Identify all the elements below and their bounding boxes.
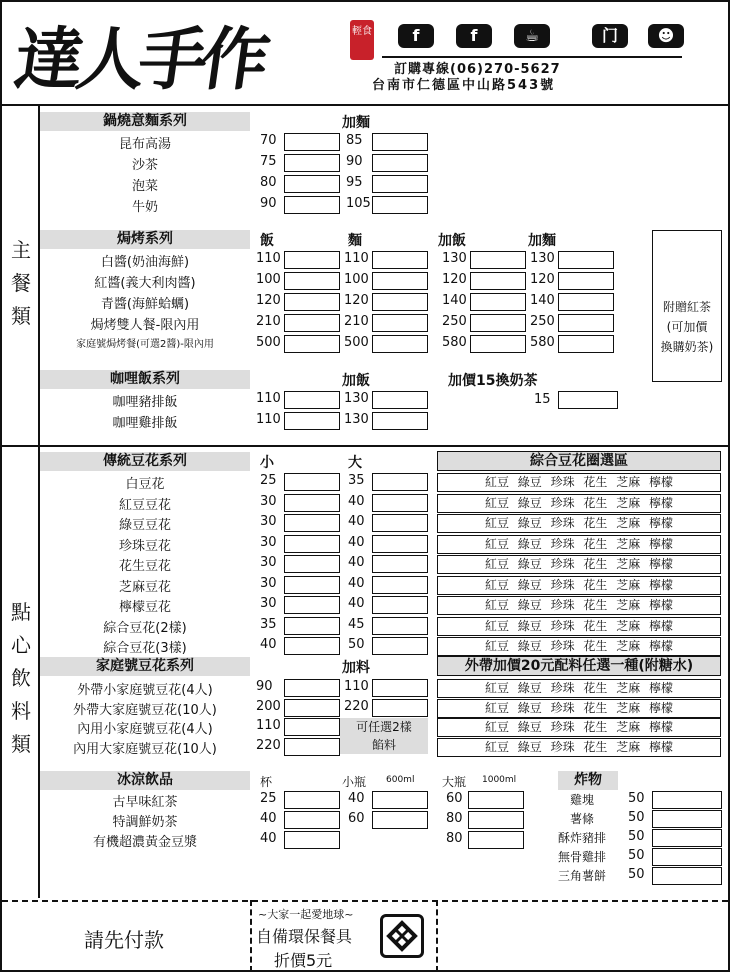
baked-item-name: 紅醬(義大利肉醬) bbox=[94, 276, 196, 291]
note-line: (可加價 bbox=[666, 320, 708, 334]
baked-price: 580 bbox=[530, 335, 555, 350]
qty-box[interactable] bbox=[558, 293, 614, 311]
baked-price: 500 bbox=[344, 335, 369, 350]
section-divider bbox=[2, 445, 728, 447]
topping-options[interactable]: 紅豆 綠豆 珍珠 花生 芝麻 檸檬 bbox=[437, 535, 721, 554]
qty-box[interactable] bbox=[372, 175, 428, 193]
curry-item-name: 咖哩雞排飯 bbox=[112, 416, 178, 431]
note-line: 換購奶茶) bbox=[660, 340, 714, 354]
family-price: 90 bbox=[256, 679, 273, 694]
milk-tea-qty-box[interactable] bbox=[558, 391, 618, 409]
curry-item-name: 咖哩豬排飯 bbox=[112, 395, 178, 410]
free-tea-note bbox=[652, 230, 722, 382]
tofu-item-name: 檸檬豆花 bbox=[118, 600, 171, 615]
qty-box[interactable] bbox=[284, 831, 340, 849]
qty-box[interactable] bbox=[284, 412, 340, 430]
baked-col-noodle: 麵 bbox=[348, 233, 362, 249]
fried-price: 50 bbox=[628, 829, 645, 844]
tofu-small-price: 30 bbox=[260, 555, 277, 570]
hotpot-item-name: 昆布高湯 bbox=[118, 137, 171, 152]
baked-col-extra-rice: 加飯 bbox=[438, 233, 466, 249]
qty-box[interactable] bbox=[652, 848, 722, 866]
qty-box[interactable] bbox=[284, 596, 340, 614]
baked-price: 130 bbox=[530, 251, 555, 266]
topping-options[interactable]: 紅豆 綠豆 珍珠 花生 芝麻 檸檬 bbox=[437, 637, 721, 656]
family-extra-price: 110 bbox=[344, 679, 369, 694]
family-item-name: 外帶大家庭號豆花(10人) bbox=[73, 702, 217, 718]
tofu-large-price: 35 bbox=[348, 473, 365, 488]
snack-category-label: 點心飲料類 bbox=[11, 600, 31, 756]
baked-item-name: 白醬(奶油海鮮) bbox=[100, 255, 190, 270]
topping-options[interactable]: 紅豆 綠豆 珍珠 花生 芝麻 檸檬 bbox=[437, 738, 721, 757]
tofu-item-name: 綜合豆花(2樣) bbox=[103, 620, 187, 636]
drinks-col-large: 大瓶 bbox=[442, 775, 467, 789]
qty-box[interactable] bbox=[652, 791, 722, 809]
baked-item-name: 家庭號焗烤餐(可選2醬)-限內用 bbox=[76, 339, 214, 350]
hotpot-item-name: 沙茶 bbox=[131, 158, 158, 173]
qty-box[interactable] bbox=[284, 391, 340, 409]
drink-small-price: 40 bbox=[348, 791, 365, 806]
family-extra-price: 220 bbox=[344, 698, 369, 714]
curry-extra-price: 130 bbox=[344, 412, 369, 427]
qty-box[interactable] bbox=[372, 272, 428, 290]
qty-box[interactable] bbox=[284, 175, 340, 193]
hotpot-price: 80 bbox=[260, 175, 277, 190]
curry-title: 咖哩飯系列 bbox=[40, 370, 250, 389]
drink-large-price: 60 bbox=[446, 791, 463, 806]
qty-box[interactable] bbox=[284, 133, 340, 151]
drink-cup-price: 40 bbox=[260, 811, 277, 826]
baked-price: 120 bbox=[256, 293, 281, 308]
qty-box[interactable] bbox=[468, 811, 524, 829]
qty-box[interactable] bbox=[372, 154, 428, 172]
family-price: 220 bbox=[256, 737, 281, 753]
note-line: 附贈紅茶 bbox=[662, 300, 711, 314]
qty-box[interactable] bbox=[284, 535, 340, 553]
baked-price: 210 bbox=[344, 314, 369, 329]
tofu-item-name: 紅豆豆花 bbox=[118, 497, 171, 513]
footer-vdivider bbox=[436, 900, 438, 972]
curry-extra-price: 130 bbox=[344, 391, 369, 406]
baked-col-extra-noodle: 加麵 bbox=[528, 233, 556, 249]
baked-col-rice: 飯 bbox=[260, 233, 274, 249]
qty-box[interactable] bbox=[372, 494, 428, 512]
baked-price: 500 bbox=[256, 335, 281, 350]
qty-box[interactable] bbox=[284, 791, 340, 809]
family-topping-note bbox=[340, 718, 428, 754]
qty-box[interactable] bbox=[468, 831, 524, 849]
tofu-title: 傳統豆花系列 bbox=[40, 452, 250, 471]
hotpot-col-extra: 加麵 bbox=[342, 115, 370, 131]
coffee-cup-icon: ☕ bbox=[514, 24, 550, 48]
fried-price: 50 bbox=[628, 791, 645, 806]
qty-box[interactable] bbox=[372, 196, 428, 214]
qty-box[interactable] bbox=[558, 314, 614, 332]
qty-box[interactable] bbox=[372, 335, 428, 353]
qty-box[interactable] bbox=[284, 293, 340, 311]
curry-col-milk-tea: 加價15換奶茶 bbox=[448, 373, 538, 389]
baked-item-name: 焗烤雙人餐-限內用 bbox=[90, 318, 200, 333]
qty-box[interactable] bbox=[284, 679, 340, 697]
hotpot-extra-price: 105 bbox=[346, 196, 371, 211]
topping-options[interactable]: 紅豆 綠豆 珍珠 花生 芝麻 檸檬 bbox=[437, 494, 721, 513]
qty-box[interactable] bbox=[652, 810, 722, 828]
qty-box[interactable] bbox=[372, 251, 428, 269]
milk-tea-price: 15 bbox=[534, 392, 551, 407]
door-icon: 门 bbox=[592, 24, 628, 48]
eco-slogan: ~大家一起愛地球~ bbox=[258, 908, 354, 921]
tofu-large-price: 40 bbox=[348, 596, 365, 611]
baked-price: 130 bbox=[442, 251, 467, 266]
tofu-large-price: 40 bbox=[348, 534, 365, 550]
tofu-small-price: 25 bbox=[260, 473, 277, 488]
qty-box[interactable] bbox=[284, 718, 340, 736]
qty-box[interactable] bbox=[468, 791, 524, 809]
qty-box[interactable] bbox=[284, 514, 340, 532]
tofu-large-price: 40 bbox=[348, 493, 365, 509]
tofu-item-name: 珍珠豆花 bbox=[118, 538, 171, 554]
baked-price: 120 bbox=[344, 293, 369, 308]
qty-box[interactable] bbox=[284, 272, 340, 290]
qty-box[interactable] bbox=[284, 637, 340, 655]
shop-address: 台南市仁德區中山路543號 bbox=[372, 78, 556, 93]
qty-box[interactable] bbox=[284, 335, 340, 353]
footer-vdivider bbox=[250, 900, 252, 972]
qty-box[interactable] bbox=[284, 617, 340, 635]
qty-box[interactable] bbox=[372, 637, 428, 655]
curry-col-extra-rice: 加飯 bbox=[342, 373, 370, 389]
fried-price: 50 bbox=[628, 848, 645, 863]
qty-box[interactable] bbox=[284, 154, 340, 172]
qty-box[interactable] bbox=[372, 791, 428, 809]
drink-item-name: 特調鮮奶茶 bbox=[112, 815, 178, 830]
face-icon: ☻ bbox=[648, 24, 684, 48]
family-item-name: 外帶小家庭號豆花(4人) bbox=[77, 683, 213, 698]
fried-item-name: 三角薯餅 bbox=[557, 869, 606, 883]
baked-title: 焗烤系列 bbox=[40, 230, 250, 249]
family-title: 家庭號豆花系列 bbox=[40, 657, 250, 676]
recycle-icon bbox=[380, 914, 424, 958]
tofu-large-price: 40 bbox=[348, 575, 365, 591]
qty-box[interactable] bbox=[372, 596, 428, 614]
eco-utensils: 自備環保餐具 bbox=[256, 927, 353, 946]
drinks-title: 冰涼飲品 bbox=[40, 771, 250, 790]
fried-item-name: 雞塊 bbox=[569, 793, 594, 807]
baked-price: 100 bbox=[344, 272, 369, 287]
baked-price: 140 bbox=[442, 293, 467, 308]
qty-box[interactable] bbox=[372, 314, 428, 332]
hotpot-extra-price: 90 bbox=[346, 154, 363, 169]
drink-item-name: 古早味紅茶 bbox=[112, 795, 178, 810]
qty-box[interactable] bbox=[558, 335, 614, 353]
qty-box[interactable] bbox=[470, 314, 526, 332]
tofu-small-price: 30 bbox=[260, 514, 277, 529]
tofu-item-name: 花生豆花 bbox=[118, 559, 171, 574]
tofu-large-price: 40 bbox=[348, 514, 365, 529]
tofu-col-large: 大 bbox=[348, 455, 362, 471]
baked-price: 250 bbox=[530, 314, 555, 329]
family-item-name: 內用小家庭號豆花(4人) bbox=[77, 722, 213, 737]
qty-box[interactable] bbox=[284, 738, 340, 756]
topping-options[interactable]: 紅豆 綠豆 珍珠 花生 芝麻 檸檬 bbox=[437, 679, 721, 698]
fried-price: 50 bbox=[628, 810, 645, 825]
takeout-topping-title: 外帶加價20元配料任選一種(附糖水) bbox=[437, 656, 721, 676]
qty-box[interactable] bbox=[284, 251, 340, 269]
drinks-col-large-vol: 1000ml bbox=[482, 775, 517, 785]
tofu-small-price: 35 bbox=[260, 616, 277, 632]
family-price: 200 bbox=[256, 698, 281, 714]
qty-box[interactable] bbox=[372, 811, 428, 829]
main-category-label: 主餐類 bbox=[11, 238, 31, 328]
topping-options[interactable]: 紅豆 綠豆 珍珠 花生 芝麻 檸檬 bbox=[437, 576, 721, 595]
fried-price: 50 bbox=[628, 867, 645, 882]
qty-box[interactable] bbox=[372, 617, 428, 635]
curry-price: 110 bbox=[256, 391, 281, 406]
hotpot-price: 75 bbox=[260, 154, 277, 169]
fried-item-name: 酥炸豬排 bbox=[557, 831, 606, 845]
qty-box[interactable] bbox=[372, 514, 428, 532]
tofu-large-price: 45 bbox=[348, 616, 365, 632]
baked-price: 250 bbox=[442, 314, 467, 329]
note-line: 可任選2樣 bbox=[356, 720, 412, 734]
order-phone: 訂購專線(06)270-5627 bbox=[394, 62, 561, 77]
fried-item-name: 薯條 bbox=[569, 812, 594, 826]
topping-options[interactable]: 紅豆 綠豆 珍珠 花生 芝麻 檸檬 bbox=[437, 699, 721, 718]
topping-options[interactable]: 紅豆 綠豆 珍珠 花生 芝麻 檸檬 bbox=[437, 514, 721, 533]
baked-price: 140 bbox=[530, 293, 555, 308]
qty-box[interactable] bbox=[372, 293, 428, 311]
hotpot-title: 鍋燒意麵系列 bbox=[40, 112, 250, 131]
tofu-small-price: 30 bbox=[260, 493, 277, 509]
tofu-large-price: 50 bbox=[348, 637, 365, 652]
note-line: 餡料 bbox=[371, 738, 396, 752]
drink-large-price: 80 bbox=[446, 831, 463, 846]
fried-title: 炸物 bbox=[558, 771, 618, 790]
footer-divider bbox=[2, 900, 728, 902]
qty-box[interactable] bbox=[470, 335, 526, 353]
baked-price: 210 bbox=[256, 314, 281, 329]
tofu-small-price: 30 bbox=[260, 575, 277, 591]
qty-box[interactable] bbox=[372, 412, 428, 430]
qty-box[interactable] bbox=[284, 196, 340, 214]
drinks-col-small-vol: 600ml bbox=[386, 775, 415, 785]
hotpot-price: 70 bbox=[260, 133, 277, 148]
topping-options[interactable]: 紅豆 綠豆 珍珠 花生 芝麻 檸檬 bbox=[437, 555, 721, 574]
qty-box[interactable] bbox=[372, 391, 428, 409]
qty-box[interactable] bbox=[284, 699, 340, 717]
topping-options[interactable]: 紅豆 綠豆 珍珠 花生 芝麻 檸檬 bbox=[437, 596, 721, 615]
qty-box[interactable] bbox=[372, 679, 428, 697]
baked-price: 110 bbox=[344, 251, 369, 266]
pay-first-notice: 請先付款 bbox=[84, 928, 164, 952]
topping-select-title: 綜合豆花圈選區 bbox=[437, 451, 721, 471]
facebook-icon: f bbox=[398, 24, 434, 48]
qty-box[interactable] bbox=[470, 293, 526, 311]
qty-box[interactable] bbox=[372, 699, 428, 717]
drinks-col-cup: 杯 bbox=[260, 775, 273, 789]
tofu-small-price: 30 bbox=[260, 534, 277, 550]
drinks-col-small: 小瓶 bbox=[342, 775, 367, 789]
qty-box[interactable] bbox=[372, 535, 428, 553]
tofu-small-price: 30 bbox=[260, 596, 277, 611]
drink-item-name: 有機超濃黃金豆漿 bbox=[92, 835, 197, 850]
qty-box[interactable] bbox=[372, 473, 428, 491]
qty-box[interactable] bbox=[652, 867, 722, 885]
baked-price: 120 bbox=[530, 272, 555, 287]
baked-price: 580 bbox=[442, 335, 467, 350]
qty-box[interactable] bbox=[558, 272, 614, 290]
qty-box[interactable] bbox=[372, 555, 428, 573]
snack-category-column bbox=[2, 446, 40, 898]
topping-options[interactable]: 紅豆 綠豆 珍珠 花生 芝麻 檸檬 bbox=[437, 473, 721, 492]
qty-box[interactable] bbox=[284, 494, 340, 512]
qty-box[interactable] bbox=[284, 576, 340, 594]
tofu-item-name: 綠豆豆花 bbox=[118, 518, 171, 533]
eco-discount: 折價5元 bbox=[274, 951, 333, 970]
tofu-large-price: 40 bbox=[348, 555, 365, 570]
family-price: 110 bbox=[256, 718, 281, 733]
tofu-col-small: 小 bbox=[260, 455, 274, 471]
fried-item-name: 無骨雞排 bbox=[557, 850, 606, 864]
family-col-extra: 加料 bbox=[342, 660, 370, 676]
drink-large-price: 80 bbox=[446, 811, 463, 826]
qty-box[interactable] bbox=[284, 811, 340, 829]
tofu-item-name: 芝麻豆花 bbox=[118, 579, 171, 595]
curry-price: 110 bbox=[256, 412, 281, 427]
qty-box[interactable] bbox=[558, 251, 614, 269]
qty-box[interactable] bbox=[652, 829, 722, 847]
qty-box[interactable] bbox=[284, 314, 340, 332]
drink-cup-price: 25 bbox=[260, 791, 277, 806]
baked-price: 120 bbox=[442, 272, 467, 287]
light-meal-seal: 輕食 bbox=[350, 20, 374, 60]
qty-box[interactable] bbox=[470, 272, 526, 290]
topping-options[interactable]: 紅豆 綠豆 珍珠 花生 芝麻 檸檬 bbox=[437, 617, 721, 636]
hotpot-item-name: 牛奶 bbox=[131, 200, 158, 215]
baked-price: 100 bbox=[256, 272, 281, 287]
baked-item-name: 青醬(海鮮蛤蠣) bbox=[100, 297, 190, 312]
qty-box[interactable] bbox=[372, 576, 428, 594]
tofu-item-name: 白豆花 bbox=[125, 477, 165, 492]
qty-box[interactable] bbox=[470, 251, 526, 269]
hotpot-item-name: 泡菜 bbox=[131, 179, 158, 194]
drink-cup-price: 40 bbox=[260, 831, 277, 846]
header bbox=[2, 2, 728, 106]
topping-options[interactable]: 紅豆 綠豆 珍珠 花生 芝麻 檸檬 bbox=[437, 718, 721, 737]
facebook-icon: f bbox=[456, 24, 492, 48]
shop-logo: 達人手作 bbox=[9, 20, 269, 100]
hotpot-extra-price: 85 bbox=[346, 133, 363, 148]
hotpot-extra-price: 95 bbox=[346, 175, 363, 190]
qty-box[interactable] bbox=[284, 555, 340, 573]
family-item-name: 內用大家庭號豆花(10人) bbox=[73, 741, 217, 757]
tofu-small-price: 40 bbox=[260, 637, 277, 652]
qty-box[interactable] bbox=[372, 133, 428, 151]
baked-price: 110 bbox=[256, 251, 281, 266]
main-category-column bbox=[2, 106, 40, 446]
drink-small-price: 60 bbox=[348, 811, 365, 826]
tofu-item-name: 綜合豆花(3樣) bbox=[103, 641, 187, 656]
qty-box[interactable] bbox=[284, 473, 340, 491]
hotpot-price: 90 bbox=[260, 196, 277, 211]
